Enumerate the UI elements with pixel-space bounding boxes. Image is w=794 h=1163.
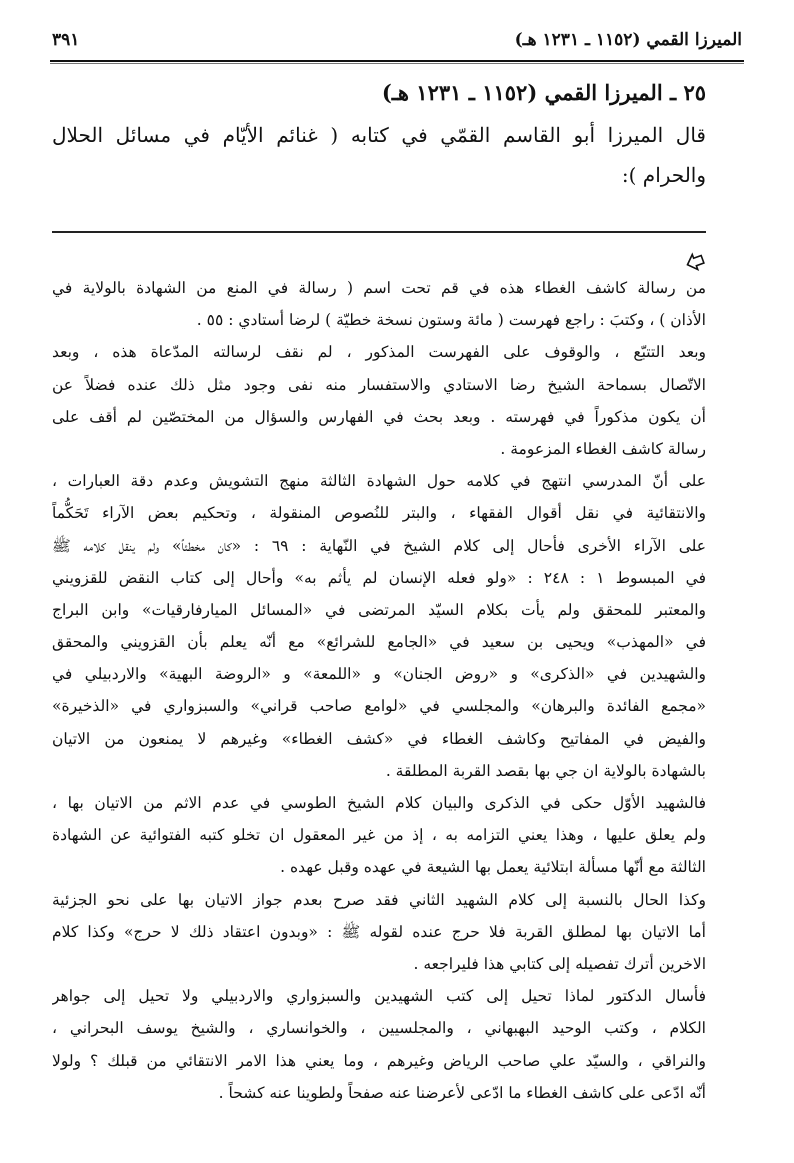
footnote-line: أن يكون مذكوراً في فهرسته . وبعد بحث في الفهارس والسؤال من المختصّين لم أقف على <box>52 407 706 426</box>
footnote-line: على الآراء الأخرى فأحال إلى كلام الشيخ في النّهاية : ٦٩ : «كان مخطئاً» ولم ينقل كلامه ﷺ <box>52 536 706 555</box>
main-paragraph <box>52 115 706 195</box>
footnote-line: الثالثة مع أنّها مسألة ابتلائية يعمل بها الشيعة في عهده وقبل عهده . <box>280 858 706 877</box>
footnote-line: والنراقي ، والسيّد علي صاحب الرياض وغيرهم ، وما يعني هذا الامر الانتقائي من قبلك ؟ ولولا <box>52 1051 706 1070</box>
footnote <box>52 272 706 1109</box>
footnote-line: بالشهادة بالولاية ان جي بها بقصد القربة المطلقة . <box>385 761 706 780</box>
footnote-line: والفيض في المفاتيح وكاشف الغطاء في «كشف الغطاء» وغيرهم لا يمنعون من الاتيان <box>52 729 706 748</box>
running-header <box>52 30 742 60</box>
header-rule <box>50 60 744 64</box>
footnote-line: ولم يعلق عليها ، وهذا يعني التزامه به ، إذ من غير المعقول ان تخلو كتبه الفتوائية عن الشهادة <box>52 826 706 845</box>
footnote-line: وكذا الحال بالنسبة إلى كلام الشهيد الثاني فقد صرح بعدم جواز الاتيان بها على نحو الجزئية <box>52 890 706 909</box>
section-heading: ٢٥ ـ الميرزا القمي (١١٥٢ ـ ١٢٣١ هـ) <box>381 80 706 105</box>
footnote-line: أنّه ادّعى على كاشف الغطاء ما ادّعى لأعرضنا عنه صفحاً ولطوينا عنه كشحاً . <box>218 1083 706 1102</box>
running-title: الميرزا القمي (١١٥٢ ـ ١٢٣١ هـ) <box>514 30 742 50</box>
text-line: والحرام ): <box>621 163 706 187</box>
footnote-divider <box>52 231 706 233</box>
footnote-line: والمعتبر للمحقق ولم يأت بكلام السيّد المرتضى في «المسائل الميارفارقيات» وابن البراج <box>52 600 706 619</box>
footnote-line: والانتقائية في نقل أقوال الفقهاء ، والبتر للنُصوص المنقولة ، وتحكيم بعض الآراء تَحَكُّماً <box>52 504 706 523</box>
footnote-line: فالشهيد الأوّل حكى في الذكرى والبيان كلام الشيخ الطوسي في عدم الاثم من الاتيان بها ، <box>52 794 706 812</box>
text-line: قال الميرزا أبو القاسم القمّي في كتابه ( غنائم الأيّام في مسائل الحلال <box>52 123 706 147</box>
footnote-line: والشهيدين في «الذكرى» و «روض الجنان» و «اللمعة» و «الروضة البهية» والاردبيلي في <box>52 665 706 684</box>
footnote-line: الكلام ، وكتب الوحيد البهبهاني ، والمجلسيين ، والخوانساري ، والشيخ يوسف البحراني ، <box>52 1019 706 1038</box>
footnote-line: في «المهذب» ويحيى بن سعيد في «الجامع للشرائع» مع أنّه يعلم بأن القزويني والمحقق <box>52 633 706 652</box>
footnote-line: الاتّصال بسماحة الشيخ رضا الاستادي والاستفسار منه نفى وجود مثل ذلك عنده فضلاً عن <box>52 375 706 394</box>
footnote-line: وبعد التتبّع ، والوقوف على الفهرست المذكور ، لم نقف لرسالته المدّعاة هذه ، وبعد <box>52 343 706 362</box>
footnote-line: في المبسوط ١ : ٢٤٨ : «ولو فعله الإنسان لم يأثم به» وأحال إلى كتاب النقض للقزويني <box>52 568 706 587</box>
footnote-line: الأذان ) ، وكتبَ : راجع فهرست ( مائة وستون نسخة خطيّة ) لرضا أستادي : ٥٥ . <box>196 311 706 330</box>
footnote-line: من رسالة كاشف الغطاء هذه في قم تحت اسم ( رسالة في المنع من الشهادة بالولاية في <box>52 279 706 297</box>
arrow-icon <box>684 250 706 272</box>
footnote-line: «مجمع الفائدة والبرهان» والمجلسي في «لوامع صاحب قراني» والسبزواري في «الذخيرة» <box>52 697 706 716</box>
footnote-line: الاخرين أترك تفصيله إلى كتابي هذا فليراجعه . <box>413 954 706 973</box>
footnote-line: أما الاتيان بها لمطلق القربة فلا حرج عنده لقوله ﷺ : «وبدون اعتقاد ذلك لا حرج» وكذا كلام <box>52 922 706 941</box>
footnote-line: فأسال الدكتور لماذا تحيل إلى كتب الشهيدين والسبزواري والاردبيلي ولا تحيل إلى جواهر <box>52 987 706 1006</box>
page-number: ٣٩١ <box>52 30 80 50</box>
footnote-line: رسالة كاشف الغطاء المزعومة . <box>500 439 706 458</box>
footnote-line: على أنّ المدرسي انتهج في كلامه حول الشهادة الثالثة منهج التشويش وعدم دقة العبارات ، <box>52 472 706 491</box>
